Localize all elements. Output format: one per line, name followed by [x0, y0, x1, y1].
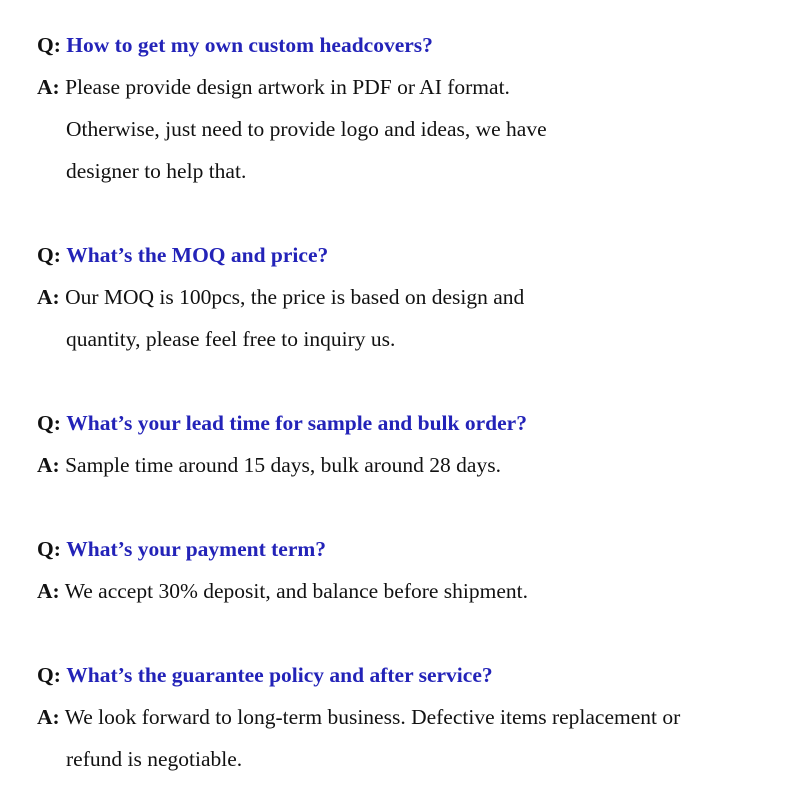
- answer-line: [37, 444, 777, 486]
- answer-continuation: quantity, please feel free to inquiry us.: [66, 327, 396, 351]
- answer-text: We look forward to long-term business. Defective items replacement or: [64, 705, 681, 729]
- faq-list: [37, 24, 777, 780]
- answer-text: We accept 30% deposit, and balance before shipment.: [64, 579, 529, 603]
- answer-line: [37, 570, 777, 612]
- question-text: What’s the MOQ and price?: [66, 243, 329, 267]
- question-text: How to get my own custom headcovers?: [66, 33, 433, 57]
- answer-text: Please provide design artwork in PDF or AI format.: [65, 75, 510, 99]
- answer-continuation: refund is negotiable.: [66, 747, 243, 771]
- question-prefix: Q:: [37, 243, 61, 267]
- question-line: [37, 528, 777, 570]
- answer-text: Sample time around 15 days, bulk around 28 days.: [65, 453, 501, 477]
- question-text: What’s your lead time for sample and bulk order?: [66, 411, 527, 435]
- answer-line: [37, 276, 777, 318]
- question-prefix: Q:: [37, 411, 61, 435]
- answer-line: [37, 66, 777, 108]
- answer-prefix: A:: [37, 285, 60, 309]
- answer-prefix: A:: [37, 705, 60, 729]
- question-line: [37, 24, 777, 66]
- faq-item-payment-term: [37, 528, 777, 612]
- answer-continuation: Otherwise, just need to provide logo and ideas, we have: [66, 117, 547, 141]
- answer-prefix: A:: [37, 453, 60, 477]
- answer-prefix: A:: [37, 579, 60, 603]
- question-text: What’s your payment term?: [66, 537, 327, 561]
- answer-continuation: designer to help that.: [66, 159, 247, 183]
- question-prefix: Q:: [37, 663, 61, 687]
- faq-item-guarantee-policy: [37, 654, 777, 780]
- question-line: [37, 402, 777, 444]
- faq-item-moq-price: [37, 234, 777, 360]
- question-prefix: Q:: [37, 537, 61, 561]
- question-text: What’s the guarantee policy and after service?: [66, 663, 493, 687]
- answer-text: Our MOQ is 100pcs, the price is based on design and: [65, 285, 525, 309]
- faq-item-lead-time: [37, 402, 777, 486]
- faq-item-custom-headcovers: [37, 24, 777, 192]
- question-line: [37, 654, 777, 696]
- question-line: [37, 234, 777, 276]
- answer-line: [37, 696, 777, 738]
- question-prefix: Q:: [37, 33, 61, 57]
- answer-prefix: A:: [37, 75, 60, 99]
